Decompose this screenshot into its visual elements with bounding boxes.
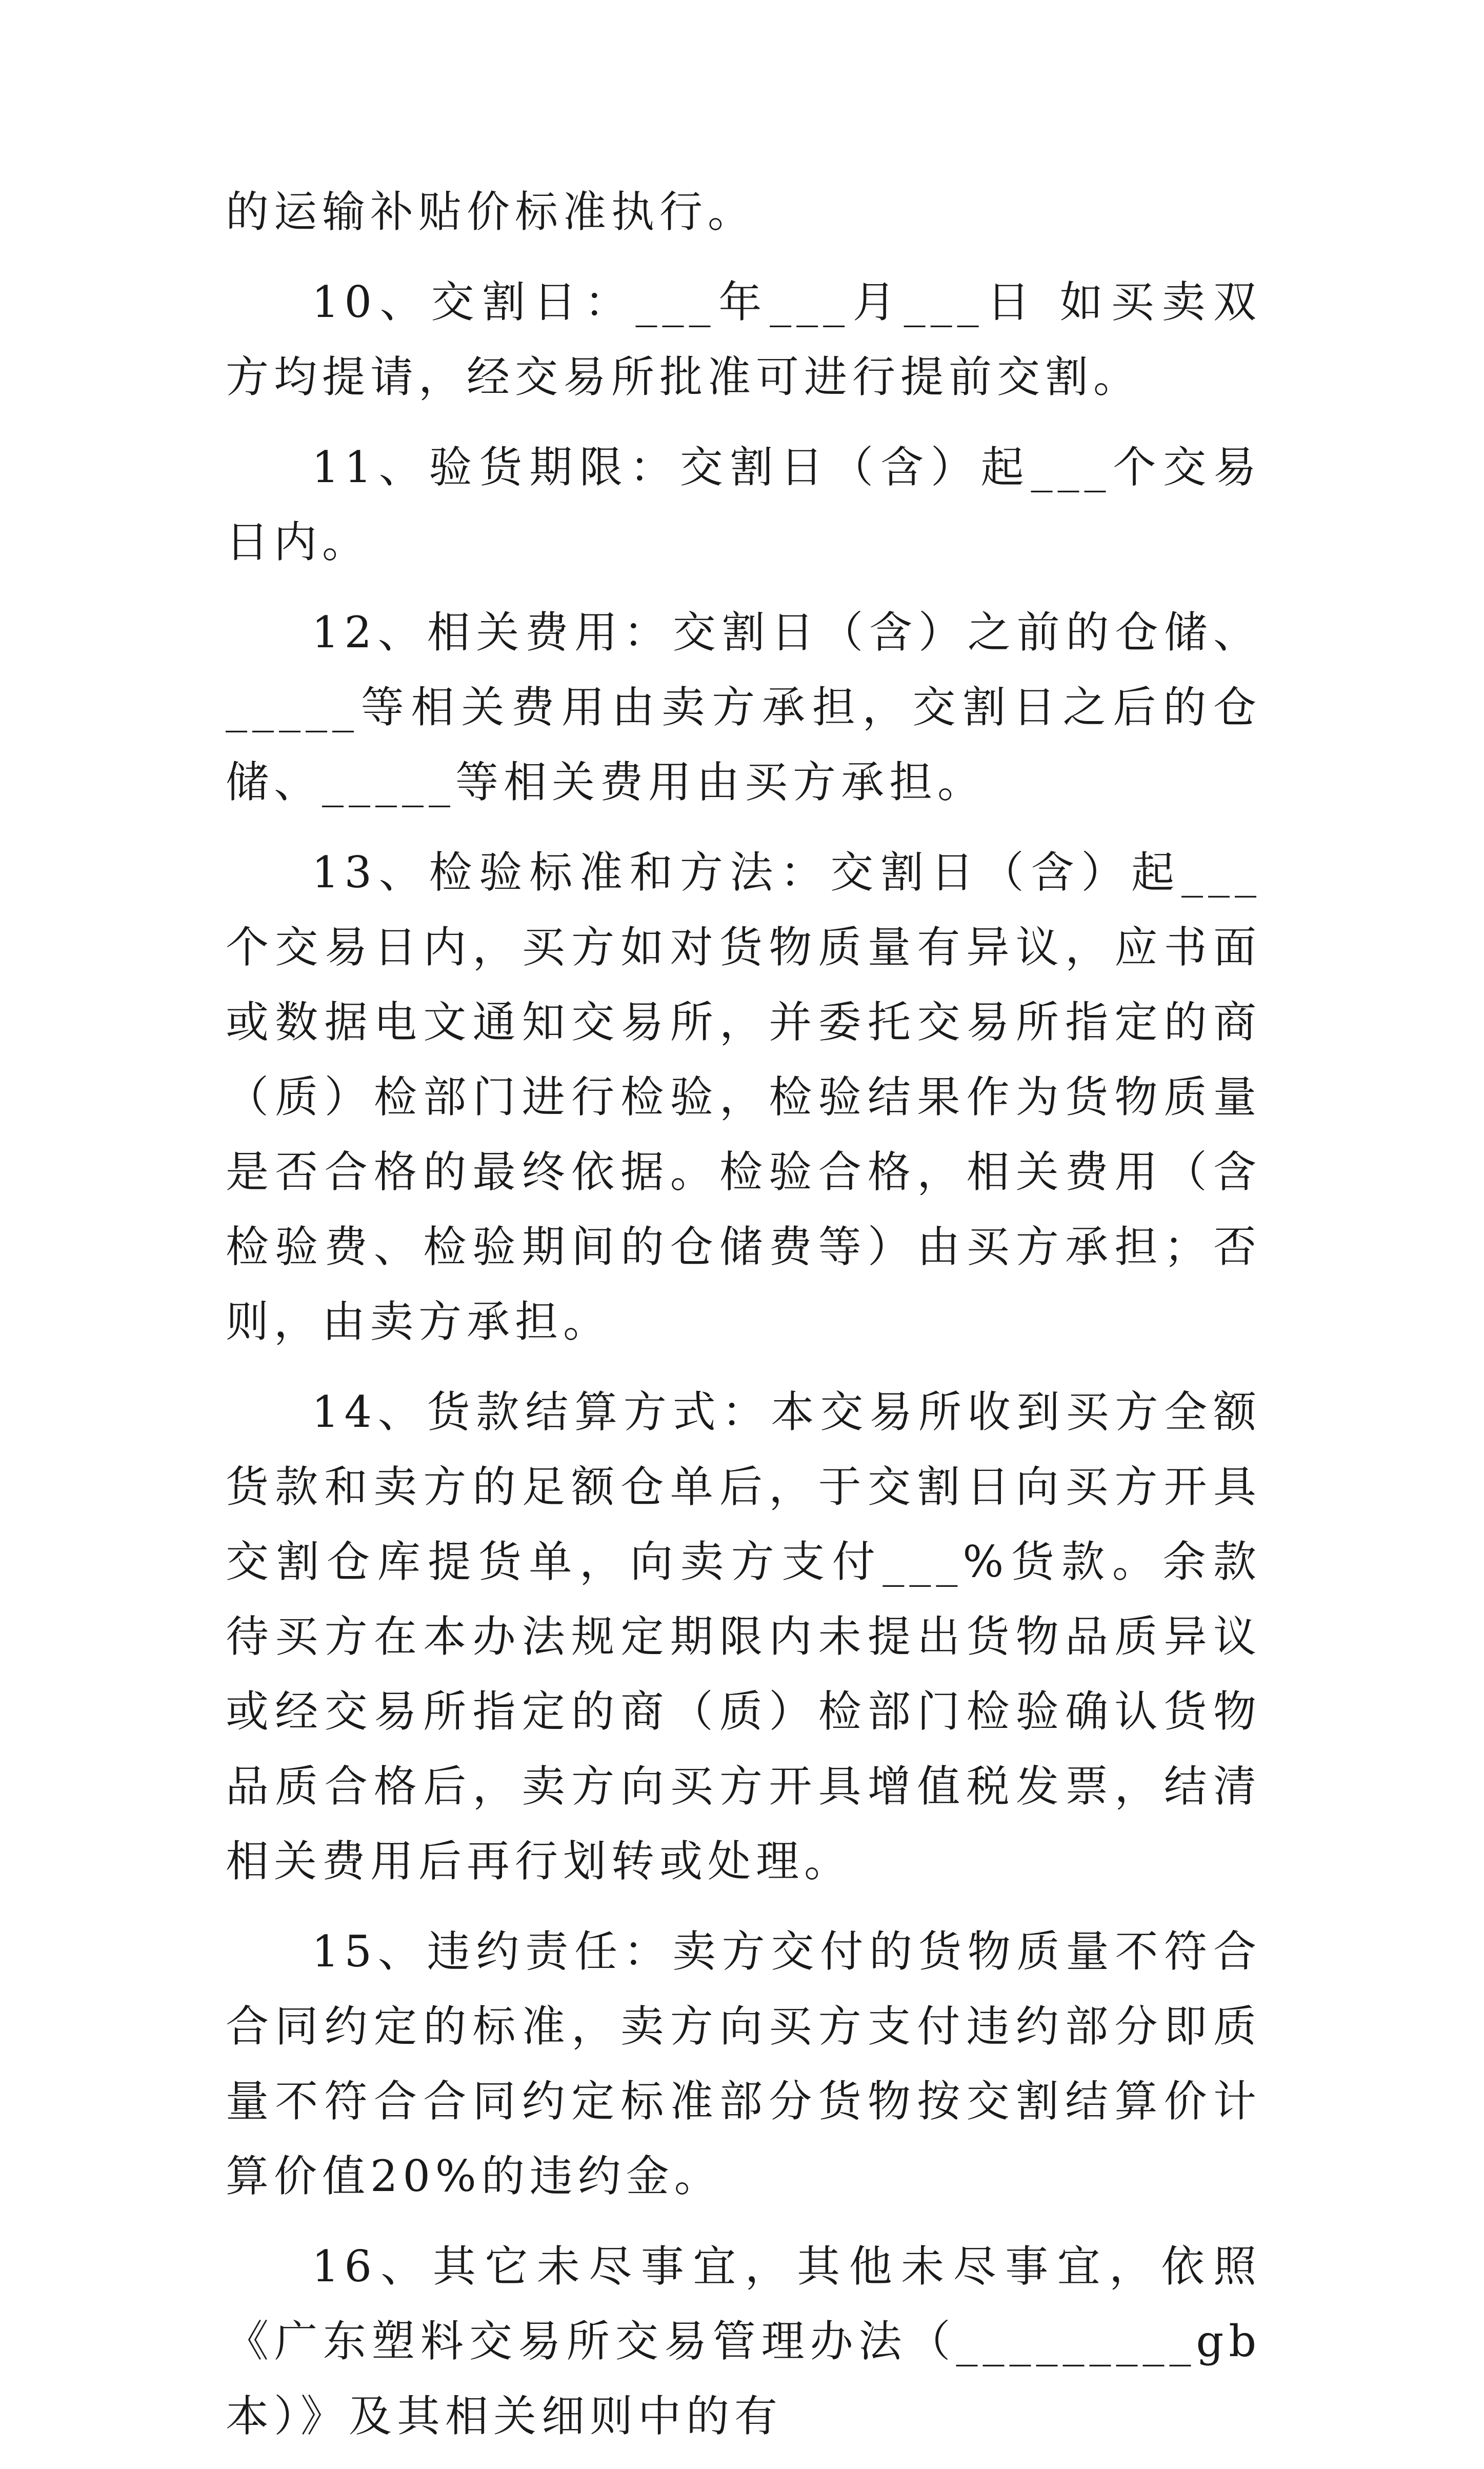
paragraph-14-payment-settlement: 14、货款结算方式：本交易所收到买方全额货款和卖方的足额仓单后，于交割日向买方开具交割仓库提货单，向卖方支付___%货款。余款待买方在本办法规定期限内未提出货物品质异议或经交易所指定的商（质）检部门检验确认货物品质合格后，卖方向买方开具增值税发票，结清相关费用后再行划转或处理。 (226, 1387, 1261, 1886)
paragraph-15-breach-liability: 15、违约责任：卖方交付的货物质量不符合合同约定的标准，卖方向买方支付违约部分即质量不符合合同约定标准部分货物按交割结算价计算价值20%的违约金。 (226, 1926, 1261, 2201)
paragraph-11-inspection-period: 11、验货期限：交割日（含）起___个交易日内。 (226, 442, 1261, 567)
paragraph-9-continuation: 的运输补贴价标准执行。 (226, 187, 756, 237)
paragraph-16-other-matters: 16、其它未尽事宜，其他未尽事宜，依照《广东塑料交易所交易管理办法（_________gb本）》及其相关细则中的有 (226, 2241, 1261, 2441)
document-body (226, 174, 1261, 2469)
paragraph-13-inspection-standards: 13、检验标准和方法：交割日（含）起___个交易日内，买方如对货物质量有异议，应书面或数据电文通知交易所，并委托交易所指定的商（质）检部门进行检验，检验结果作为货物质量是否合格的最终依据。检验合格，相关费用（含检验费、检验期间的仓储费等）由买方承担；否则，由卖方承担。 (226, 847, 1261, 1347)
paragraph-10-delivery-date: 10、交割日：___年___月___日 如买卖双方均提请，经交易所批准可进行提前交割。 (226, 277, 1261, 402)
paragraph-12-related-fees: 12、相关费用：交割日（含）之前的仓储、_____等相关费用由卖方承担，交割日之后的仓储、_____等相关费用由买方承担。 (226, 607, 1261, 807)
